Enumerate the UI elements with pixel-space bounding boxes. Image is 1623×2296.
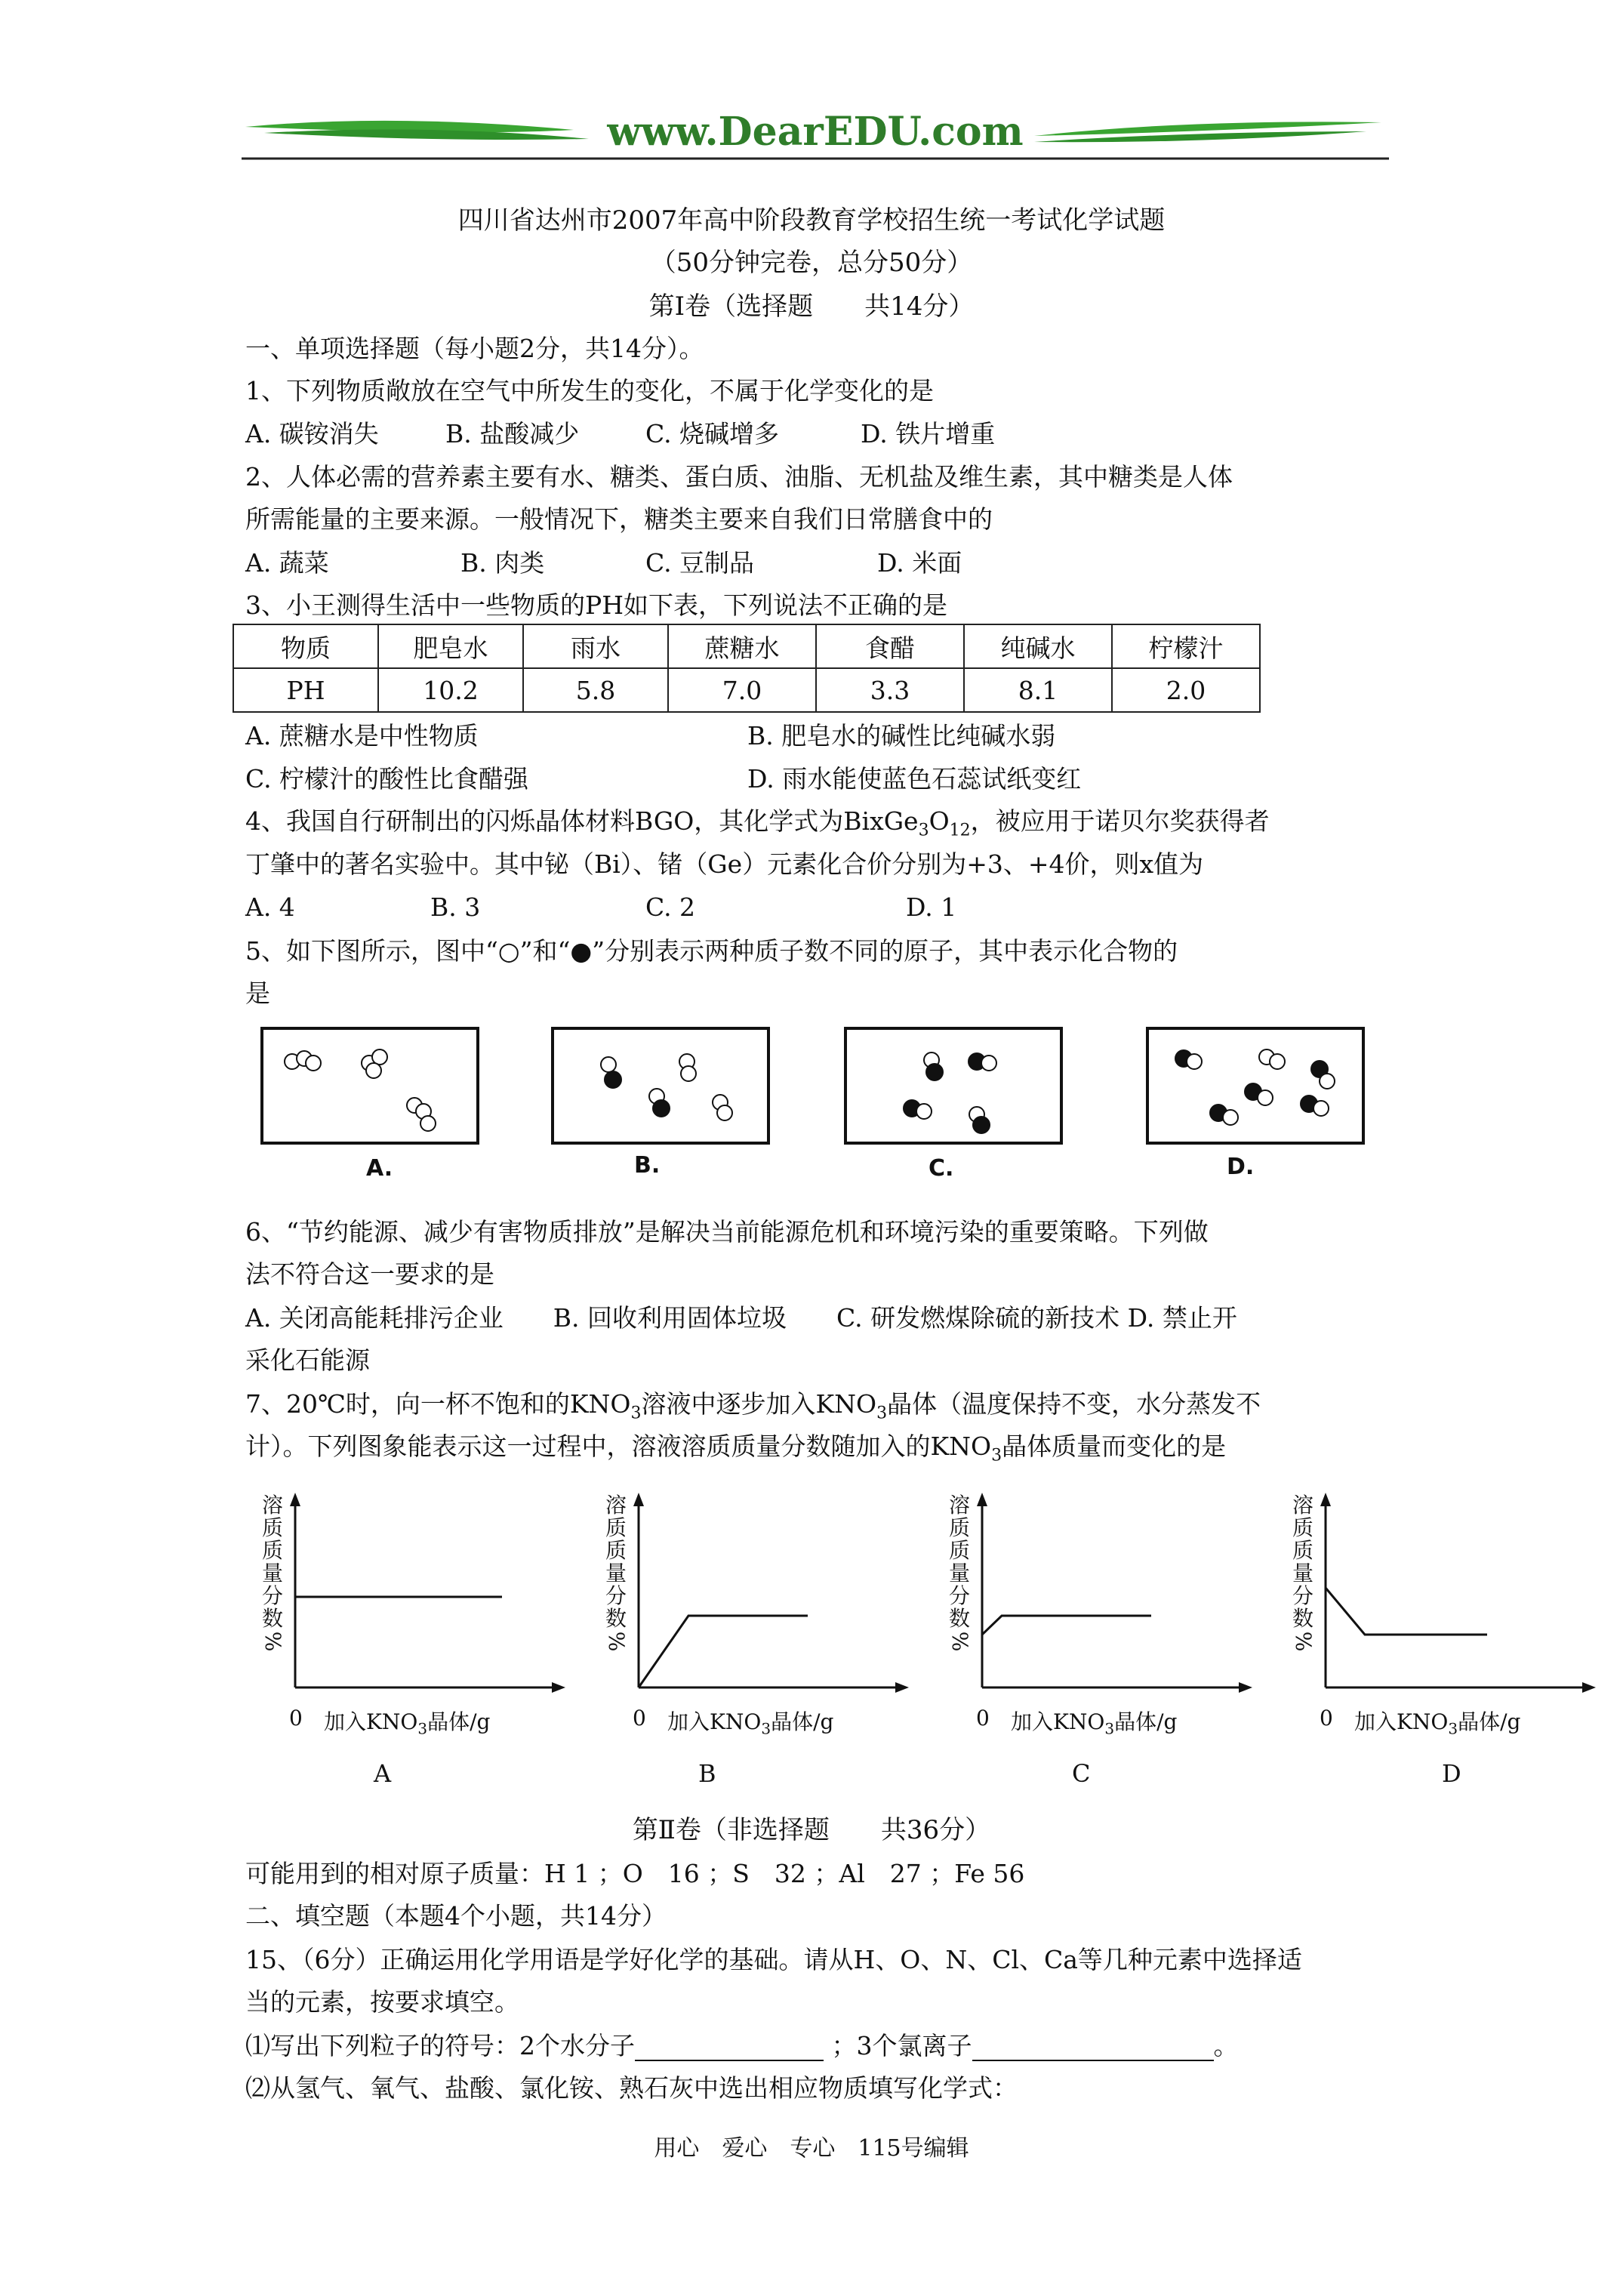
y-axis-label-char: 质 bbox=[948, 1538, 970, 1563]
x-axis-arrow-icon bbox=[1239, 1682, 1252, 1693]
graph-axes bbox=[1313, 1491, 1600, 1695]
q2-stem-line1: 2、人体必需的营养素主要有水、糖类、蛋白质、油脂、无机盐及维生素，其中糖类是人体 bbox=[245, 462, 1233, 492]
page-footer: 用心 爱心 专心 115号编辑 bbox=[654, 2135, 969, 2162]
answer-blank-water[interactable] bbox=[635, 2037, 824, 2061]
y-axis-arrow-icon bbox=[977, 1493, 987, 1506]
section1-heading: 一、单项选择题（每小题2分，共14分）。 bbox=[245, 334, 704, 363]
table-cell: 肥皂水 bbox=[378, 624, 523, 668]
y-axis-label-char: 溶 bbox=[261, 1493, 283, 1518]
ph-table-value-row bbox=[233, 668, 1260, 712]
x-axis-label-text: 加入KNO bbox=[324, 1709, 418, 1734]
molecule-diagram-c bbox=[847, 1030, 1060, 1142]
y-axis-arrow-icon bbox=[290, 1493, 300, 1506]
y-axis-label-char: 质 bbox=[948, 1515, 970, 1540]
q1-stem: 1、下列物质敞放在空气中所发生的变化，不属于化学变化的是 bbox=[245, 376, 934, 405]
molecule-box-c bbox=[844, 1027, 1063, 1145]
table-cell: 蔗糖水 bbox=[668, 624, 816, 668]
q7-graph-panel bbox=[1291, 1491, 1593, 1740]
q7-text-d: 计）。下列图象能表示这一过程中，溶液溶质质量分数随加入的KNO bbox=[245, 1432, 992, 1461]
q7-subscript: 3 bbox=[630, 1404, 642, 1423]
q4-option-d: D. 1 bbox=[906, 892, 957, 922]
q15-stem-line1: 15、（6分）正确运用化学用语是学好化学的基础。请从H、O、N、Cl、Ca等几种元素中选择适 bbox=[245, 1945, 1302, 1974]
q7-graph-label: B bbox=[698, 1759, 716, 1788]
y-axis-label-char: 溶 bbox=[948, 1493, 970, 1518]
q15-part1-end: 。 bbox=[1213, 2031, 1239, 2060]
x-axis-label-text: 加入KNO bbox=[1354, 1709, 1449, 1734]
q4-text-a: 4、我国自行研制出的闪烁晶体材料BGO，其化学式为BixGe bbox=[245, 806, 919, 836]
q7-text-a: 7、20℃时，向一杯不饱和的KNO bbox=[245, 1389, 631, 1419]
q15-part1-text: ⑴写出下列粒子的符号：2个水分子 bbox=[245, 2031, 635, 2060]
q2-option-d: D. 米面 bbox=[877, 548, 962, 578]
molecule-diagram-b bbox=[554, 1030, 767, 1142]
y-axis-label bbox=[604, 1494, 628, 1653]
molecule-diagram-a bbox=[263, 1030, 476, 1142]
x-axis-label-unit: 晶体/g bbox=[1458, 1709, 1521, 1734]
y-axis-label-char: 量 bbox=[948, 1561, 970, 1586]
part1-title: 第Ⅰ卷（选择题 共14分） bbox=[648, 291, 975, 322]
y-axis-label bbox=[947, 1494, 972, 1653]
table-cell: 纯碱水 bbox=[964, 624, 1112, 668]
x-axis-label-subscript: 3 bbox=[1448, 1719, 1458, 1738]
q7-text-c: 晶体（温度保持不变，水分蒸发不 bbox=[887, 1389, 1261, 1419]
y-axis-label-char: 质 bbox=[605, 1538, 627, 1563]
q5-label-b: B. bbox=[634, 1152, 661, 1179]
y-axis-label-char: 质 bbox=[1292, 1538, 1313, 1563]
table-cell: 8.1 bbox=[964, 668, 1112, 712]
q2-option-c: C. 豆制品 bbox=[645, 548, 755, 578]
y-axis-label-char: 溶 bbox=[1292, 1493, 1313, 1518]
y-axis-label-char: 数 bbox=[948, 1606, 970, 1631]
y-axis-label-char: % bbox=[1291, 1631, 1316, 1652]
q3-option-a: A. 蔗糖水是中性物质 bbox=[245, 721, 479, 750]
y-axis-label-char: % bbox=[947, 1631, 972, 1652]
graph-curve bbox=[1326, 1588, 1487, 1635]
table-cell: 5.8 bbox=[523, 668, 668, 712]
q15-part1-text2: ；3个氯离子 bbox=[831, 2031, 972, 2060]
q6-options-line2: 采化石能源 bbox=[245, 1345, 370, 1375]
q5-stem-line2: 是 bbox=[245, 978, 270, 1008]
q1-option-b: B. 盐酸减少 bbox=[445, 419, 580, 448]
y-axis-label-char: 分 bbox=[1292, 1583, 1313, 1608]
y-axis-label-char: 质 bbox=[261, 1538, 283, 1563]
q7-graph-panel bbox=[260, 1491, 562, 1740]
atomic-mass-line: 可能用到的相对原子质量：H 1 ；O 16 ；S 32 ；Al 27 ；Fe 56 bbox=[245, 1859, 1025, 1888]
q2-option-b: B. 肉类 bbox=[460, 548, 545, 578]
q4-text-c: ，被应用于诺贝尔奖获得者 bbox=[970, 806, 1270, 836]
graph-axes bbox=[627, 1491, 913, 1695]
x-axis-label-unit: 晶体/g bbox=[1114, 1709, 1178, 1734]
y-axis-label-char: 分 bbox=[605, 1583, 627, 1608]
table-cell: 10.2 bbox=[378, 668, 523, 712]
q7-graph-label: D bbox=[1442, 1759, 1461, 1788]
logo-text: www.DearEDU.com bbox=[607, 109, 1024, 155]
y-axis-label-char: 数 bbox=[261, 1606, 283, 1631]
y-axis-label-char: % bbox=[604, 1631, 629, 1652]
q5-label-c: C. bbox=[929, 1155, 954, 1182]
q7-graph-label: A bbox=[374, 1759, 392, 1788]
part2-title: 第Ⅱ卷（非选择题 共36分） bbox=[632, 1815, 991, 1845]
q3-option-d: D. 雨水能使蓝色石蕊试纸变红 bbox=[747, 764, 1082, 794]
exam-subtitle: （50分钟完卷，总分50分） bbox=[650, 248, 973, 278]
y-axis-label-char: % bbox=[260, 1631, 285, 1652]
y-axis-label bbox=[260, 1494, 285, 1653]
q6-options-line1: A. 关闭高能耗排污企业 B. 回收利用固体垃圾 C. 研发燃煤除硫的新技术 D. 禁止开 bbox=[245, 1303, 1237, 1333]
q7-text-e: 晶体质量而变化的是 bbox=[1002, 1432, 1227, 1461]
table-cell: PH bbox=[233, 668, 378, 712]
table-cell: 2.0 bbox=[1112, 668, 1260, 712]
graph-origin-label: 0 bbox=[976, 1706, 990, 1730]
y-axis-label bbox=[1291, 1494, 1315, 1653]
q4-option-c: C. 2 bbox=[645, 892, 696, 922]
x-axis-arrow-icon bbox=[1582, 1682, 1596, 1693]
q4-subscript-12: 12 bbox=[949, 821, 971, 840]
q5-label-d: D. bbox=[1227, 1154, 1255, 1180]
q4-option-b: B. 3 bbox=[430, 892, 481, 922]
y-axis-label-char: 溶 bbox=[605, 1493, 627, 1518]
q7-subscript: 3 bbox=[876, 1404, 888, 1423]
q7-graph-label: C bbox=[1072, 1759, 1091, 1788]
y-axis-label-char: 数 bbox=[1292, 1606, 1313, 1631]
x-axis-label bbox=[324, 1706, 490, 1738]
exam-title: 四川省达州市2007年高中阶段教育学校招生统一考试化学试题 bbox=[457, 205, 1166, 236]
y-axis-label-char: 量 bbox=[1292, 1561, 1313, 1586]
y-axis-label-char: 分 bbox=[948, 1583, 970, 1608]
x-axis-label-subscript: 3 bbox=[417, 1719, 428, 1738]
q5-label-a: A. bbox=[366, 1155, 393, 1182]
x-axis-arrow-icon bbox=[895, 1682, 909, 1693]
table-cell: 柠檬汁 bbox=[1112, 624, 1260, 668]
y-axis-label-char: 质 bbox=[1292, 1515, 1313, 1540]
graph-origin-label: 0 bbox=[1320, 1706, 1333, 1730]
x-axis-label-subscript: 3 bbox=[1104, 1719, 1115, 1738]
ph-table-header-row bbox=[233, 624, 1260, 668]
graph-axes bbox=[970, 1491, 1257, 1695]
table-cell: 食醋 bbox=[816, 624, 964, 668]
q3-stem: 3、小王测得生活中一些物质的PH如下表，下列说法不正确的是 bbox=[245, 590, 947, 620]
graph-origin-label: 0 bbox=[633, 1706, 646, 1730]
x-axis-label bbox=[667, 1706, 833, 1738]
molecule-box-d bbox=[1146, 1027, 1365, 1145]
molecule-box-a bbox=[260, 1027, 479, 1145]
x-axis-arrow-icon bbox=[552, 1682, 565, 1693]
graph-origin-label: 0 bbox=[289, 1706, 303, 1730]
q6-stem-line2: 法不符合这一要求的是 bbox=[245, 1259, 494, 1289]
y-axis-label-char: 量 bbox=[605, 1561, 627, 1586]
ph-table bbox=[233, 624, 1261, 713]
q1-option-c: C. 烧碱增多 bbox=[645, 419, 780, 448]
molecule-box-b bbox=[551, 1027, 770, 1145]
q7-stem-line1 bbox=[245, 1389, 1261, 1429]
x-axis-label-subscript: 3 bbox=[761, 1719, 771, 1738]
q4-subscript-3: 3 bbox=[918, 821, 929, 840]
y-axis-arrow-icon bbox=[633, 1493, 644, 1506]
q4-stem-line1 bbox=[245, 806, 1270, 846]
x-axis-label-text: 加入KNO bbox=[667, 1709, 762, 1734]
x-axis-label bbox=[1354, 1706, 1520, 1738]
q3-option-c: C. 柠檬汁的酸性比食醋强 bbox=[245, 764, 529, 794]
q15-part1 bbox=[245, 2031, 1239, 2061]
answer-blank-chloride[interactable] bbox=[972, 2037, 1214, 2061]
x-axis-label-unit: 晶体/g bbox=[771, 1709, 834, 1734]
q4-option-a: A. 4 bbox=[245, 892, 295, 922]
x-axis-label-text: 加入KNO bbox=[1011, 1709, 1105, 1734]
molecule-diagram-d bbox=[1149, 1030, 1362, 1142]
q2-option-a: A. 蔬菜 bbox=[245, 548, 329, 578]
x-axis-label bbox=[1011, 1706, 1177, 1738]
q4-text-b: O bbox=[929, 806, 950, 836]
section2-heading: 二、填空题（本题4个小题，共14分） bbox=[245, 1901, 667, 1931]
y-axis-label-char: 数 bbox=[605, 1606, 627, 1631]
q7-text-b: 溶液中逐步加入KNO bbox=[641, 1389, 877, 1419]
q15-stem-line2: 当的元素，按要求填空。 bbox=[245, 1987, 519, 2017]
table-cell: 7.0 bbox=[668, 668, 816, 712]
q3-option-b: B. 肥皂水的碱性比纯碱水弱 bbox=[747, 721, 1056, 750]
table-cell: 3.3 bbox=[816, 668, 964, 712]
graph-curve bbox=[982, 1616, 1151, 1635]
graph-curve bbox=[639, 1616, 808, 1687]
y-axis-label-char: 质 bbox=[261, 1515, 283, 1540]
graph-axes bbox=[283, 1491, 570, 1695]
header-logo bbox=[242, 106, 1389, 166]
y-axis-arrow-icon bbox=[1320, 1493, 1331, 1506]
q7-graph-panel bbox=[604, 1491, 906, 1740]
q7-graph-panel bbox=[947, 1491, 1249, 1740]
q6-stem-line1: 6、“节约能源、减少有害物质排放”是解决当前能源危机和环境污染的重要策略。下列做 bbox=[245, 1217, 1209, 1247]
q1-option-d: D. 铁片增重 bbox=[861, 419, 996, 448]
q2-stem-line2: 所需能量的主要来源。一般情况下，糖类主要来自我们日常膳食中的 bbox=[245, 504, 993, 534]
q7-stem-line2 bbox=[245, 1432, 1226, 1472]
q1-option-a: A. 碳铵消失 bbox=[245, 419, 379, 448]
y-axis-label-char: 质 bbox=[605, 1515, 627, 1540]
x-axis-label-unit: 晶体/g bbox=[427, 1709, 491, 1734]
y-axis-label-char: 分 bbox=[261, 1583, 283, 1608]
q7-subscript: 3 bbox=[991, 1446, 1002, 1465]
table-cell: 物质 bbox=[233, 624, 378, 668]
q4-stem-line2: 丁肇中的著名实验中。其中铋（Bi）、锗（Ge）元素化合价分别为+3、+4价，则x值为 bbox=[245, 849, 1204, 879]
y-axis-label-char: 量 bbox=[261, 1561, 283, 1586]
q15-part2: ⑵从氢气、氧气、盐酸、氯化铵、熟石灰中选出相应物质填写化学式： bbox=[245, 2073, 1018, 2103]
q5-stem-line1: 5、如下图所示，图中“○”和“●”分别表示两种质子数不同的原子，其中表示化合物的 bbox=[245, 936, 1178, 966]
table-cell: 雨水 bbox=[523, 624, 668, 668]
